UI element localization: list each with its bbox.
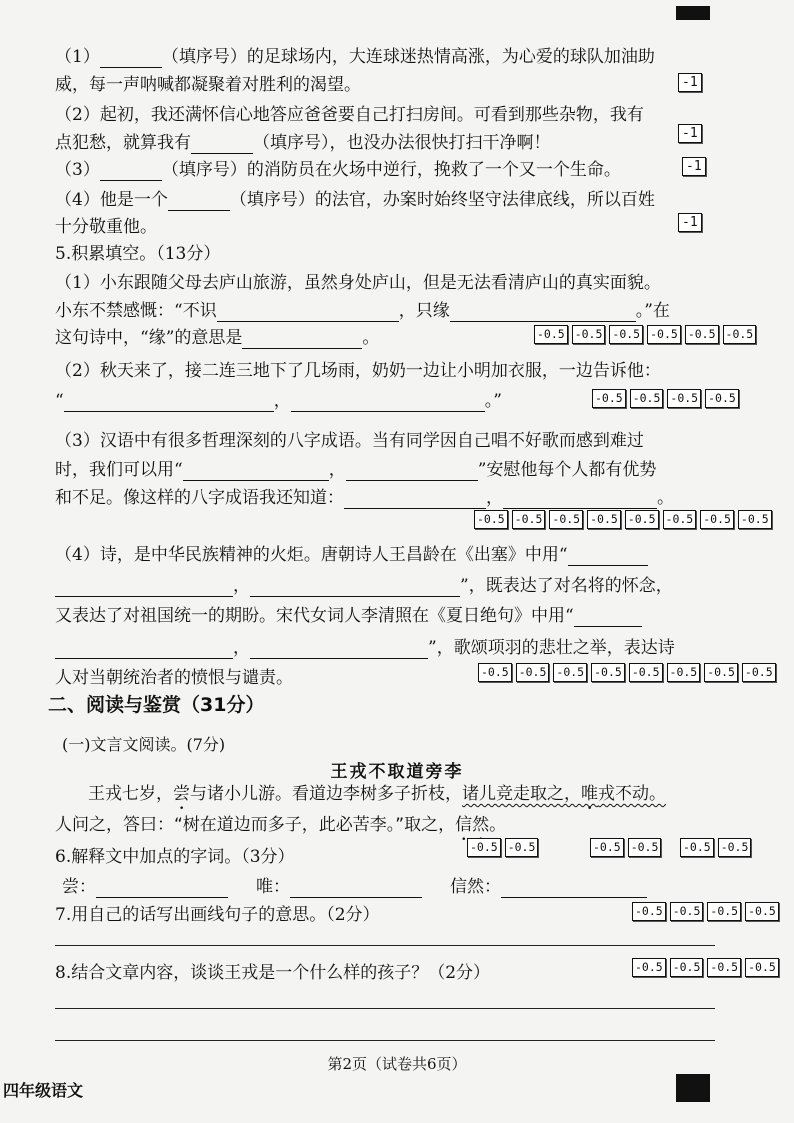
score-box: -0.5 (632, 902, 666, 921)
score-box: -1 (678, 73, 702, 92)
answer-blank[interactable] (100, 49, 162, 68)
score-box: -0.5 (745, 902, 779, 921)
answer-line[interactable] (55, 945, 715, 946)
answer-blank[interactable] (450, 303, 636, 322)
passage-title: 王戎不取道旁李 (330, 762, 464, 782)
answer-blank[interactable] (568, 547, 648, 566)
answer-blank[interactable] (344, 490, 486, 509)
answer-blank[interactable] (501, 879, 647, 898)
q8-text: 8.结合文章内容，谈谈王戎是一个什么样的孩子？（2分） (55, 963, 491, 983)
score-box: -0.5 (591, 663, 625, 682)
section-heading: 二、阅读与鉴赏（31分） (48, 694, 265, 716)
answer-blank[interactable] (503, 490, 657, 509)
q7-text: 7.用自己的话写出画线句子的意思。（2分） (55, 905, 380, 925)
answer-blank[interactable] (290, 879, 422, 898)
score-box: -0.5 (629, 663, 663, 682)
answer-blank[interactable] (217, 303, 399, 322)
corner-marker (676, 6, 710, 20)
q5-part3-line-3: 和不足。像这样的八字成语我还知道： ， 。 (55, 488, 674, 508)
q5-part3-line-1: （3）汉语中有很多哲理深刻的八字成语。当有同学因自己唱不好歌而感到难过 (55, 431, 644, 451)
q4-item-4-line-1: （4）他是一个 （填序号）的法官，办案时始终坚守法律底线，所以百姓 (55, 190, 655, 210)
score-box: -0.5 (742, 663, 776, 682)
answer-blank[interactable] (100, 162, 162, 181)
score-box: -0.5 (590, 838, 624, 857)
answer-blank[interactable] (55, 578, 233, 597)
q4-item-3: （3） （填序号）的消防员在火场中逆行，挽救了一个又一个生命。 (55, 160, 621, 180)
score-box: -0.5 (670, 902, 704, 921)
answer-blank[interactable] (242, 330, 362, 349)
score-box: -0.5 (534, 325, 568, 344)
score-box: -0.5 (467, 838, 501, 857)
score-box: -0.5 (587, 510, 621, 529)
score-box: -0.5 (705, 389, 739, 408)
q5-part1-line-2: 小东不禁感慨：“不识 ，只缘 。”在 (55, 301, 670, 321)
score-box: -0.5 (512, 510, 546, 529)
score-box: -0.5 (630, 389, 664, 408)
score-box: -0.5 (670, 958, 704, 977)
answer-blank[interactable] (183, 462, 329, 481)
score-box: -0.5 (478, 663, 512, 682)
score-box: -0.5 (549, 510, 583, 529)
q5-title: 5.积累填空。（13分） (55, 244, 221, 264)
q5-part1-line-1: （1）小东跟随父母去庐山旅游，虽然身处庐山，但是无法看清庐山的真实面貌。 (55, 273, 661, 293)
score-box: -0.5 (553, 663, 587, 682)
score-box: -1 (678, 124, 702, 143)
score-box: -0.5 (707, 902, 741, 921)
q5-part4-line-2: ， ”，既表达了对名将的怀念， (55, 575, 673, 597)
underlined-sentence: 诸儿竞走取之，唯戎不动。 (462, 784, 666, 804)
answer-blank[interactable] (346, 462, 478, 481)
score-box: -0.5 (700, 510, 734, 529)
q5-part3-line-2: 时，我们可以用“ ， ”安慰他每个人都有优势 (55, 460, 657, 480)
answer-blank[interactable] (96, 879, 228, 898)
answer-blank[interactable] (291, 393, 485, 412)
score-box: -0.5 (628, 838, 662, 857)
answer-blank[interactable] (250, 578, 460, 597)
q4-item-2-line-2: 点犯愁，就算我有 （填序号），也没办法很快打扫干净啊！ (55, 133, 551, 153)
score-box: -1 (682, 157, 706, 176)
answer-blank[interactable] (168, 192, 230, 211)
q5-part2-line-2: “ ， 。” (55, 391, 502, 411)
q6-answers: 尝： 唯： 信然： (62, 876, 647, 898)
subject-label: 四年级语文 (3, 1081, 84, 1100)
score-box: -0.5 (625, 510, 659, 529)
score-box: -0.5 (723, 325, 757, 344)
answer-line[interactable] (55, 1040, 715, 1041)
score-box: -0.5 (745, 958, 779, 977)
score-box: -0.5 (707, 958, 741, 977)
answer-blank[interactable] (64, 393, 274, 412)
score-box: -0.5 (680, 838, 714, 857)
page-number: 第2页（试卷共6页） (327, 1055, 467, 1073)
score-box: -0.5 (718, 838, 752, 857)
score-box: -0.5 (632, 958, 666, 977)
q5-part2-line-1: （2）秋天来了，接二连三地下了几场雨，奶奶一边让小明加衣服，一边告诉他： (55, 361, 661, 381)
score-box: -0.5 (704, 663, 738, 682)
q5-part1-line-3: 这句诗中，“缘”的意思是 。 (55, 328, 380, 348)
score-box: -0.5 (505, 838, 539, 857)
score-box: -0.5 (738, 510, 772, 529)
q6-text: 6.解释文中加点的字词。（3分） (55, 847, 295, 867)
answer-blank[interactable] (55, 640, 233, 659)
score-box: -0.5 (592, 389, 626, 408)
answer-blank[interactable] (250, 640, 428, 659)
score-box: -0.5 (667, 389, 701, 408)
score-box: -0.5 (647, 325, 681, 344)
score-box: -0.5 (474, 510, 508, 529)
subsection-heading: (一)文言文阅读。(7分) (62, 735, 226, 754)
score-box: -0.5 (667, 663, 701, 682)
score-box: -0.5 (685, 325, 719, 344)
q4-item-2-line-1: （2）起初，我还满怀信心地答应爸爸要自己打扫房间。可看到那些杂物，我有 (55, 105, 644, 125)
q5-part4-line-4: ， ”，歌颂项羽的悲壮之举，表达诗 (55, 637, 675, 659)
passage-line-1: 王戎七岁，尝与诸小儿游。看道边李树多子折枝，诸儿竞走取之，唯戎不动。 (88, 784, 666, 804)
q4-item-1-line-2: 威，每一声呐喊都凝聚着对胜利的渴望。 (55, 75, 361, 95)
score-box: -0.5 (663, 510, 697, 529)
q5-part4-line-5: 人对当朝统治者的愤恨与谴责。 (55, 668, 293, 688)
q5-part4-line-3: 又表达了对祖国统一的期盼。宋代女词人李清照在《夏日绝句》中用“ (55, 605, 642, 627)
score-box: -0.5 (609, 325, 643, 344)
q4-item-1-line-1: （1） （填序号）的足球场内，大连球迷热情高涨，为心爱的球队加油助 (55, 47, 655, 67)
corner-marker (676, 1074, 710, 1102)
score-box: -1 (678, 213, 702, 232)
answer-line[interactable] (55, 1008, 715, 1009)
score-box: -0.5 (572, 325, 606, 344)
score-box: -0.5 (516, 663, 550, 682)
answer-blank[interactable] (574, 608, 642, 627)
answer-blank[interactable] (191, 135, 253, 154)
q4-item-4-line-2: 十分敬重他。 (55, 217, 157, 237)
passage-line-2: 人问之，答曰：“树在道边而多子，此必苦李。”取之，信然。 (55, 815, 507, 835)
q5-part4-line-1: （4）诗，是中华民族精神的火炬。唐朝诗人王昌龄在《出塞》中用“ (55, 544, 648, 566)
